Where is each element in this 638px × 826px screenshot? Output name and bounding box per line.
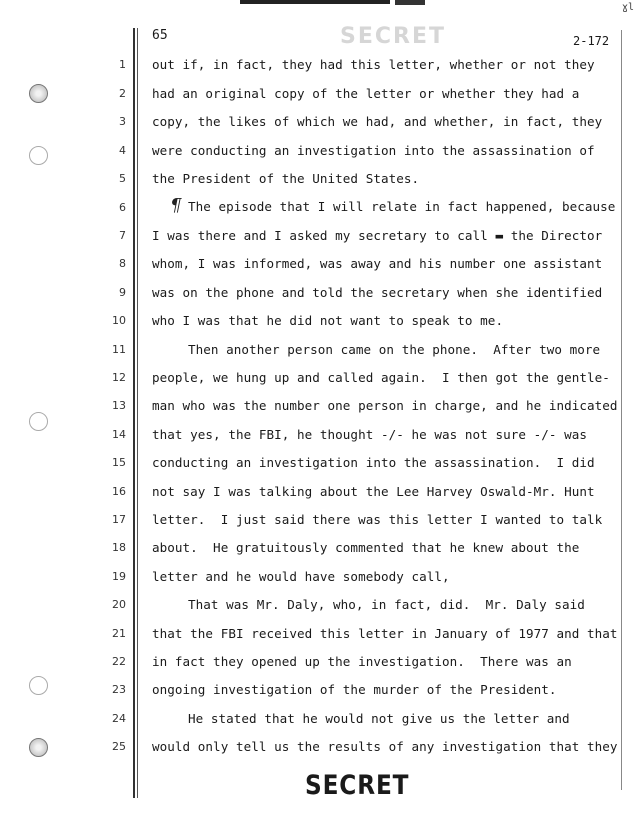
transcript-line: the President of the United States. (152, 171, 420, 186)
line-number: 2 (119, 87, 126, 100)
top-edge-rule (240, 0, 390, 4)
transcript-line: were conducting an investigation into the assassination of (152, 143, 595, 158)
line-number: 6 (119, 201, 126, 214)
line-number: 14 (112, 428, 126, 441)
punch-hole-icon (29, 676, 48, 695)
line-number: 1 (119, 58, 126, 71)
transcript-line: that the FBI received this letter in January of 1977 and that (152, 626, 618, 641)
transcript-line: Then another person came on the phone. After two more (188, 342, 601, 357)
transcript-line: had an original copy of the letter or whether they had a (152, 86, 580, 101)
transcript-line: letter and he would have somebody call, (152, 569, 450, 584)
line-number: 5 (119, 172, 126, 185)
paragraph-mark-icon: ¶ (170, 195, 182, 216)
line-number: 25 (112, 740, 126, 753)
left-margin-rule-inner (137, 28, 138, 798)
line-number: 16 (112, 485, 126, 498)
line-number: 10 (112, 314, 126, 327)
punch-hole-icon (29, 146, 48, 165)
transcript-line: would only tell us the results of any investigation that they (152, 739, 618, 754)
line-number: 15 (112, 456, 126, 469)
line-number: 7 (119, 229, 126, 242)
document-id: 2-172 (573, 34, 610, 48)
transcript-line: was on the phone and told the secretary when she identified (152, 285, 603, 300)
punch-hole-icon (29, 84, 48, 103)
transcript-line: ongoing investigation of the murder of the President. (152, 682, 557, 697)
punch-hole-icon (29, 412, 48, 431)
transcript-line: The episode that I will relate in fact happened, because (188, 199, 616, 214)
faded-classification-stamp: SECRET (340, 24, 446, 49)
line-number: 13 (112, 399, 126, 412)
line-number: 4 (119, 144, 126, 157)
transcript-line: who I was that he did not want to speak to me. (152, 313, 504, 328)
line-number: 19 (112, 570, 126, 583)
left-margin-rule (133, 28, 135, 798)
line-number: 3 (119, 115, 126, 128)
line-number: 9 (119, 286, 126, 299)
line-number: 21 (112, 627, 126, 640)
transcript-line: letter. I just said there was this letter I wanted to talk (152, 512, 603, 527)
line-number: 22 (112, 655, 126, 668)
top-edge-mark (395, 0, 425, 5)
page-number: 65 (152, 28, 168, 43)
classification-stamp: SECRET (305, 770, 410, 801)
line-number: 17 (112, 513, 126, 526)
corner-mark: ɣl (622, 2, 635, 13)
right-margin-rule (621, 30, 622, 790)
transcript-line: copy, the likes of which we had, and whether, in fact, they (152, 114, 603, 129)
line-number: 24 (112, 712, 126, 725)
line-number: 8 (119, 257, 126, 270)
transcript-line: He stated that he would not give us the letter and (188, 711, 570, 726)
line-number: 18 (112, 541, 126, 554)
punch-hole-icon (29, 738, 48, 757)
transcript-line: not say I was talking about the Lee Harvey Oswald-Mr. Hunt (152, 484, 595, 499)
line-number: 11 (112, 343, 126, 356)
transcript-line: people, we hung up and called again. I then got the gentle- (152, 370, 610, 385)
line-number: 12 (112, 371, 126, 384)
transcript-line: conducting an investigation into the assassination. I did (152, 455, 595, 470)
transcript-line: That was Mr. Daly, who, in fact, did. Mr. Daly said (188, 597, 585, 612)
transcript-line: that yes, the FBI, he thought -/- he was not sure -/- was (152, 427, 588, 442)
transcript-line: in fact they opened up the investigation. There was an (152, 654, 572, 669)
transcript-line: about. He gratuitously commented that he knew about the (152, 540, 580, 555)
transcript-line: out if, in fact, they had this letter, whether or not they (152, 57, 595, 72)
transcript-line: man who was the number one person in charge, and he indicated (152, 398, 618, 413)
transcript-line: I was there and I asked my secretary to call ▬ the Director (152, 228, 603, 243)
transcript-line: whom, I was informed, was away and his number one assistant (152, 256, 603, 271)
line-number: 20 (112, 598, 126, 611)
line-number: 23 (112, 683, 126, 696)
